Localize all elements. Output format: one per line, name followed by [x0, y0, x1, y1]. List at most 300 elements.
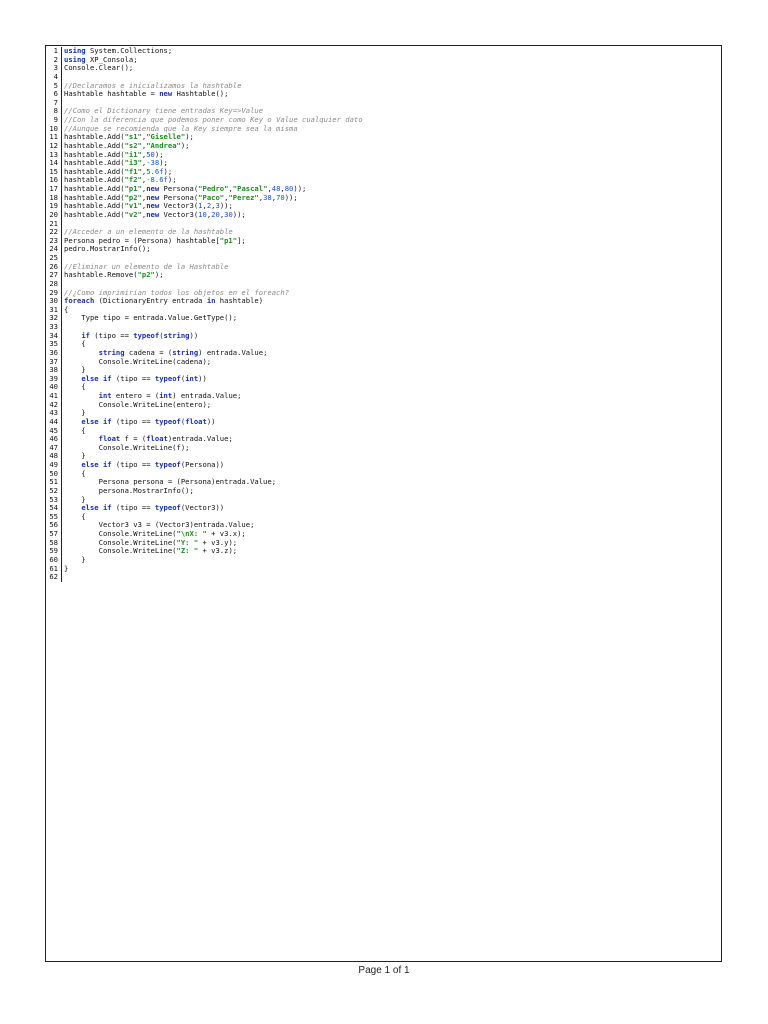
code-text [62, 461, 721, 470]
code-token [64, 375, 81, 383]
line-number: 58 [49, 537, 58, 547]
code-text [62, 73, 721, 82]
line-number: 34 [49, 330, 58, 340]
line-number: 24 [49, 244, 58, 254]
code-token: //Eliminar un elemento de la Hashtable [64, 262, 229, 271]
code-token: , [141, 176, 147, 185]
code-text [62, 504, 721, 513]
code-token: "s1" [124, 133, 142, 142]
code-token: ( [180, 417, 186, 426]
code-token: 2 [206, 202, 212, 211]
code-line [46, 452, 721, 461]
code-line [46, 73, 721, 82]
code-token: "Perez" [228, 193, 259, 202]
code-token: + v3.y); [198, 538, 238, 547]
code-token: (tipo == [111, 417, 155, 426]
code-text [62, 237, 721, 246]
code-line [46, 332, 721, 341]
code-token: { [64, 340, 86, 349]
code-text [62, 314, 721, 323]
line-number: 54 [49, 503, 58, 513]
code-token: , [141, 159, 147, 168]
code-token: , [141, 133, 147, 142]
code-token: Persona persona = (Persona)entrada.Value; [64, 478, 277, 487]
code-token: )); [232, 210, 246, 219]
code-token: float [98, 435, 121, 444]
code-token: int [98, 392, 112, 400]
code-text [62, 392, 721, 401]
line-number: 44 [49, 416, 58, 426]
line-number: 20 [49, 209, 58, 219]
line-number: 35 [49, 339, 58, 349]
code-token: ); [163, 167, 173, 176]
code-token: System.Collections; [85, 47, 173, 55]
line-number: 10 [49, 123, 58, 133]
code-body [46, 47, 721, 582]
code-token: 5.6f [146, 167, 164, 176]
code-line [46, 366, 721, 375]
code-token: { [64, 469, 86, 478]
code-token: ( [159, 331, 164, 340]
line-number: 1 [53, 46, 58, 55]
line-number: 38 [49, 365, 58, 375]
code-token: //Declaramos e inicializamos la hashtable [64, 81, 242, 90]
code-line [46, 383, 721, 392]
code-line [46, 159, 721, 168]
code-token: (DictionaryEntry entrada [94, 297, 207, 306]
code-line [46, 47, 721, 56]
code-token: , [228, 185, 233, 193]
code-token: Vector3 v3 = (Vector3)entrada.Value; [64, 521, 255, 530]
code-token: , [141, 193, 147, 202]
code-line [46, 358, 721, 367]
code-token: string [98, 348, 125, 357]
code-token: "p1" [219, 236, 238, 245]
code-token: "Paco" [198, 193, 225, 202]
line-number: 25 [49, 253, 58, 262]
code-line [46, 392, 721, 401]
code-token: "s2" [124, 141, 142, 150]
code-token: hashtable.Add( [64, 133, 125, 142]
code-token: ); [180, 141, 190, 150]
code-token: } [64, 409, 86, 418]
code-token: typeof [154, 374, 181, 383]
line-number: 47 [49, 442, 58, 452]
code-line [46, 237, 721, 246]
code-text [62, 435, 721, 444]
code-token: hashtable.Add( [64, 150, 125, 159]
code-token: 48 [271, 185, 281, 193]
code-text [62, 573, 721, 582]
code-text [62, 332, 721, 341]
code-token: ); [185, 133, 194, 142]
code-token: else if [81, 504, 112, 513]
code-line [46, 280, 721, 289]
code-token: } [64, 495, 86, 504]
code-text [62, 263, 721, 272]
code-token: "p1" [124, 185, 142, 193]
code-token: hashtable.Add( [64, 159, 125, 168]
code-token: entero = ( [111, 392, 160, 400]
code-token: typeof [154, 504, 181, 513]
code-text [62, 539, 721, 548]
code-line [46, 64, 721, 73]
line-number: 14 [49, 158, 58, 168]
code-token: Persona pedro = (Persona) hashtable[ [64, 236, 220, 245]
line-number: 61 [49, 563, 58, 573]
code-text [62, 340, 721, 349]
code-line [46, 271, 721, 280]
code-token: Console.WriteLine(cadena); [64, 357, 212, 366]
code-token: , [258, 193, 264, 202]
code-token: cadena = ( [124, 348, 173, 357]
code-line [46, 116, 721, 125]
code-token: 1 [198, 202, 203, 211]
code-token: //Acceder a un elemento de la hashtable [64, 228, 233, 237]
line-number: 18 [49, 192, 58, 202]
code-token: f = ( [120, 435, 147, 444]
line-number: 9 [53, 115, 58, 124]
code-token: ); [159, 159, 168, 168]
code-token: "v2" [124, 210, 142, 219]
code-token: Hashtable(); [172, 90, 229, 99]
code-token: -8.6f [146, 176, 168, 185]
code-text [62, 142, 721, 151]
code-token: } [64, 555, 86, 564]
code-text [62, 133, 721, 142]
code-token: )entrada.Value; [167, 435, 233, 444]
code-text [62, 323, 721, 332]
code-token: else if [81, 417, 112, 426]
code-token: { [64, 512, 86, 521]
code-line [46, 228, 721, 237]
line-number: 4 [53, 71, 58, 81]
line-number: 40 [49, 382, 58, 392]
code-text [62, 547, 721, 556]
code-line [46, 263, 721, 272]
code-text [62, 401, 721, 410]
code-text [62, 254, 721, 263]
code-line [46, 220, 721, 229]
code-line [46, 194, 721, 203]
code-token: } [64, 452, 86, 461]
code-line [46, 513, 721, 522]
code-line [46, 297, 721, 306]
line-number: 36 [49, 347, 58, 357]
line-number: 51 [49, 477, 58, 487]
code-text [62, 211, 721, 220]
code-text [62, 366, 721, 375]
code-token: )) [189, 331, 199, 340]
code-line [46, 289, 721, 298]
code-token: new [146, 210, 160, 219]
code-line [46, 487, 721, 496]
code-token: { [64, 426, 86, 435]
code-token: hashtable.Add( [64, 193, 125, 202]
code-line [46, 168, 721, 177]
code-token: , [224, 193, 229, 202]
line-number: 29 [49, 287, 58, 297]
code-line [46, 521, 721, 530]
code-token: ) entrada.Value; [172, 392, 242, 400]
code-line [46, 323, 721, 332]
code-token: "Giselle" [146, 133, 186, 142]
code-token: , [271, 193, 277, 202]
code-line [46, 90, 721, 99]
code-token [64, 461, 81, 469]
code-token [64, 332, 81, 340]
code-text [62, 159, 721, 168]
code-token [64, 392, 99, 400]
code-token: using [64, 55, 86, 64]
line-number: 22 [49, 227, 58, 237]
code-token: hashtable.Add( [64, 202, 125, 211]
code-token: "i3" [124, 159, 142, 168]
code-token: new [146, 202, 160, 211]
code-token: else if [81, 374, 112, 383]
code-line [46, 142, 721, 151]
line-number: 3 [53, 63, 58, 73]
code-token [64, 349, 99, 357]
code-token: "v1" [124, 202, 142, 211]
code-text [62, 556, 721, 565]
code-line [46, 547, 721, 556]
code-token: float [185, 417, 207, 426]
page-footer: Page 1 of 1 [358, 965, 410, 976]
line-number: 5 [53, 80, 58, 90]
code-text [62, 375, 721, 384]
code-line [46, 82, 721, 91]
code-token: )); [293, 185, 307, 193]
code-token: , [280, 185, 285, 193]
code-token: ); [154, 150, 164, 159]
code-line [46, 504, 721, 513]
code-token: "i1" [124, 150, 142, 159]
line-number: 26 [49, 261, 58, 271]
code-text [62, 82, 721, 91]
code-line [46, 306, 721, 315]
code-token: new [146, 185, 160, 193]
code-token: Console.Clear(); [64, 64, 134, 73]
code-token: , [211, 202, 216, 211]
code-line [46, 202, 721, 211]
line-number: 43 [49, 408, 58, 418]
code-token: (Vector3)) [180, 504, 225, 513]
line-number: 19 [49, 201, 58, 211]
code-text [62, 99, 721, 108]
code-token [64, 435, 99, 443]
code-line [46, 211, 721, 220]
code-token: "Y: " [176, 538, 199, 547]
code-token: ]; [237, 236, 246, 245]
code-token: { [64, 383, 86, 392]
code-token: ); [154, 271, 164, 280]
code-token: //Aunque se recomienda que la Key siempre sea la misma [64, 124, 298, 133]
code-token: , [141, 141, 147, 150]
code-token [64, 504, 81, 512]
code-line [46, 461, 721, 470]
code-token: , [141, 150, 147, 159]
code-text [62, 452, 721, 461]
line-number: 23 [49, 235, 58, 245]
line-number: 57 [49, 529, 58, 538]
code-token: Console.WriteLine(entero); [64, 400, 212, 409]
line-number: 6 [53, 89, 58, 99]
code-text [62, 185, 721, 194]
code-token: , [267, 185, 272, 193]
code-token: using [64, 47, 86, 55]
code-token: 30 [224, 210, 233, 219]
code-token: //Con la diferencia que podemos poner como Key o Value cualquier dato [64, 116, 363, 124]
code-text [62, 64, 721, 73]
code-token: typeof [154, 461, 181, 469]
code-token: { [64, 305, 69, 314]
code-token: , [141, 185, 147, 193]
code-token: hashtable.Add( [64, 210, 125, 219]
code-listing [45, 45, 722, 962]
line-number: 7 [53, 97, 58, 107]
code-token: , [141, 202, 147, 211]
code-line [46, 125, 721, 134]
line-number: 8 [53, 106, 58, 116]
line-number: 46 [49, 434, 58, 444]
code-token: (tipo == [111, 504, 155, 513]
code-text [62, 202, 721, 211]
code-token: Persona( [159, 193, 199, 202]
code-token: 38 [263, 193, 272, 202]
code-token: Console.WriteLine(f); [64, 443, 190, 452]
line-number: 41 [49, 391, 58, 400]
code-token: pedro.MostrarInfo(); [64, 245, 151, 254]
code-line [46, 254, 721, 263]
code-text [62, 418, 721, 427]
code-token: (tipo == [111, 461, 155, 469]
code-line [46, 375, 721, 384]
code-line [46, 56, 721, 65]
code-line [46, 539, 721, 548]
code-token: "Andrea" [146, 141, 181, 150]
code-token: , [219, 210, 225, 219]
line-number: 17 [49, 184, 58, 193]
code-token: XP_Consola; [85, 55, 138, 64]
line-number: 21 [49, 218, 58, 228]
code-token: Console.WriteLine( [64, 538, 177, 547]
code-token: + v3.z); [198, 547, 238, 556]
code-line [46, 314, 721, 323]
code-text [62, 478, 721, 487]
code-token: Type tipo = entrada.Value.GetType(); [64, 314, 238, 323]
code-text [62, 271, 721, 280]
line-number: 27 [49, 270, 58, 280]
code-line [46, 427, 721, 436]
code-token: hashtable.Add( [64, 185, 125, 193]
line-number: 30 [49, 296, 58, 306]
code-line [46, 133, 721, 142]
code-line [46, 530, 721, 539]
code-token: persona.MostrarInfo(); [64, 486, 194, 495]
code-token: 80 [284, 185, 294, 193]
code-token: hashtable.Add( [64, 141, 125, 150]
code-line [46, 245, 721, 254]
line-number: 16 [49, 175, 58, 185]
code-token: -38 [146, 159, 160, 168]
code-text [62, 56, 721, 65]
code-token: , [141, 167, 147, 176]
code-text [62, 358, 721, 367]
code-token: foreach [64, 297, 95, 306]
code-text [62, 47, 721, 56]
code-token: (Persona)) [180, 461, 225, 469]
code-token: int [185, 374, 199, 383]
code-token: typeof [154, 417, 181, 426]
line-number: 49 [49, 460, 58, 469]
code-line [46, 496, 721, 505]
code-token: //¿Como imprimirian todos los objetos en el foreach? [64, 288, 290, 297]
line-number: 62 [49, 572, 58, 582]
code-text [62, 168, 721, 177]
code-token: (tipo == [111, 374, 155, 383]
code-token: ); [167, 176, 177, 185]
code-token: )); [284, 193, 298, 202]
line-number: 2 [53, 54, 58, 64]
code-token: ) entrada.Value; [198, 348, 268, 357]
code-line [46, 556, 721, 565]
code-text [62, 409, 721, 418]
line-number: 33 [49, 322, 58, 331]
code-token: string [163, 331, 190, 340]
code-line [46, 401, 721, 410]
code-token: else if [81, 461, 112, 469]
code-text [62, 306, 721, 315]
code-line [46, 573, 721, 582]
code-text [62, 151, 721, 160]
line-number: 55 [49, 511, 58, 521]
code-text [62, 444, 721, 453]
code-token: "p2" [124, 193, 142, 202]
code-text [62, 90, 721, 99]
code-line [46, 99, 721, 108]
code-text [62, 176, 721, 185]
line-number: 11 [49, 132, 58, 142]
code-token: , [206, 210, 212, 219]
code-token: "\nX: " [176, 530, 207, 538]
line-number: 15 [49, 166, 58, 176]
code-line [46, 470, 721, 479]
code-token: ( [180, 374, 186, 383]
code-text [62, 194, 721, 203]
line-number: 31 [49, 304, 58, 314]
code-text [62, 125, 721, 134]
code-token: hashtable.Remove( [64, 271, 138, 280]
line-number: 50 [49, 468, 58, 478]
code-line [46, 340, 721, 349]
code-line [46, 565, 721, 574]
code-token: hashtable.Add( [64, 167, 125, 176]
code-token: "f2" [124, 176, 142, 185]
code-line [46, 435, 721, 444]
line-number: 13 [49, 149, 58, 159]
code-token: } [64, 564, 69, 573]
code-text [62, 496, 721, 505]
code-token: 10 [198, 210, 207, 219]
code-line [46, 444, 721, 453]
code-token: , [202, 202, 207, 211]
code-text [62, 565, 721, 574]
code-text [62, 427, 721, 436]
code-line [46, 478, 721, 487]
code-text [62, 228, 721, 237]
line-number: 48 [49, 451, 58, 461]
